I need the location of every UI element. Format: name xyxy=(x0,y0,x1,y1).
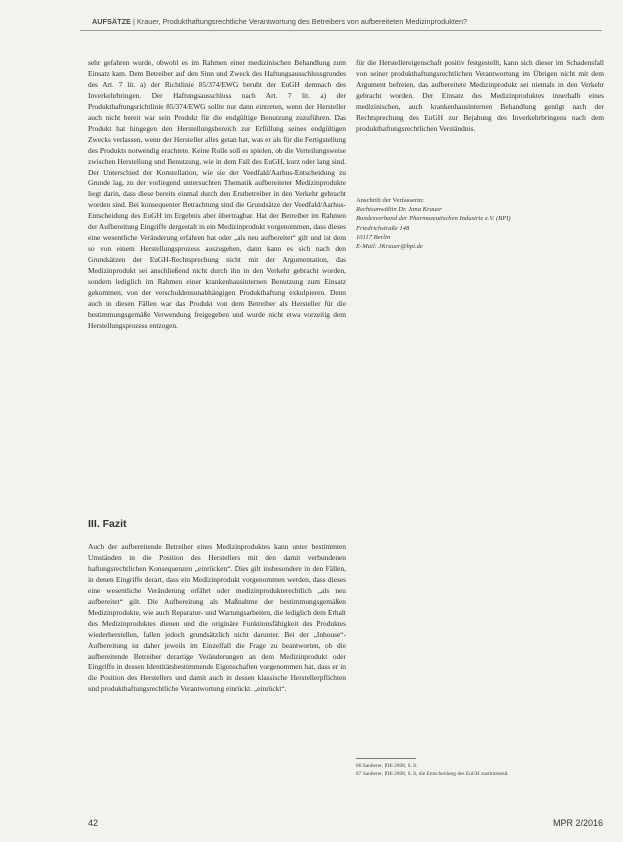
running-header-text xyxy=(92,17,467,26)
page-number: 42 xyxy=(88,818,99,828)
author-name: Rechtsanwältin Dr. Jana Krauer xyxy=(356,206,442,214)
right-column xyxy=(356,58,604,135)
footnote-87: 87 Sauberer, PHi 2008, S. 8, die Entscheidung des EuGH zustimmend. xyxy=(356,771,509,777)
header-rule xyxy=(80,30,602,31)
left-column-paragraph: sehr gefahren wurde, obwohl es im Rahmen einer medizinischen Behandlung zum Einsatz kam. Dem Betreiber auf den Sinn und Zweck des Haftungsausschlussgrundes des Art. 7 lit. a) der Richtlinie 85/374/EWG beruht der EuGH demnach des Inverkehrbringen. Der Haftungsausschluss nach Art. 7 lit. a) der Produkthaftungsrichtlinie 85/374/EWG sollte nur dann eintreten, wenn der Hersteller auch nicht bereit war sein Produkt für die endgültige Benutzung zuzuführen. Das Produkt hat hingegen den Herstellungsbereich zur Erfüllung seines endgültigen Zwecks verlassen, wenn der Hersteller alles getan hat, was er als für die Fertigstellung des Produkts notwendig erachtete. Keine Rolle soll es spielen, ob die Verteilungsweise zwischen Herstellung und Benutzung, wie in dem Fall des EuGH, kurz oder lang sind. Der Unterschied der Konstellation, wie sie der Veedfald/Aarhus-Entscheidung zu Grunde lag, zu der vorliegend untersuchten Thematik aufbereiteter Medizinprodukte liegt darin, dass diese bereits einmal durch den Erstbetreiber in den Verkehr gebracht worden sind. Bei konsequenter Betrachtung sind die Grundsätze der Veedfald/Aarhus-Entscheidung des EuGH im Ergebnis aber übertragbar. Hat der Betreiber im Rahmen der Aufbereitung Eingriffe dergestalt in ein Medizinprodukt vorgenommen, dass dieses eine wesentliche Veränderung erfahren hat oder „als neu aufbereitet“ gilt und ist dem so von einem Herstellungsprozess auszugehen, dann kann es sich nach den Grundsätzen der EuGH-Rechtsprechung nicht mit der Argumentation, das Medizinprodukt sei anschließend nicht durch ihn in den Verkehr gebracht worden, sondern lediglich im Rahmen einer krankenhausinternen Benutzung zum Einsatz gekommen, von der verschuldensunabhängigen Produkthaftung exkulpieren. Denn auch in diesen Fällen war das Produkt von dem Betreiber als Hersteller für die bestimmungsgemäße Verwendung freigegeben und wurde nicht etwa vorzeitig dem Herstellungsprozess entzogen. xyxy=(88,58,346,330)
section-heading-fazit: III. Fazit xyxy=(88,518,127,530)
address-heading: Anschrift der Verfasserin: xyxy=(356,197,424,204)
footnote-86: 86 Sauberer, PHi 2008, S. 8. xyxy=(356,763,418,769)
author-email: E-Mail: JKrauer@bpi.de xyxy=(356,243,423,251)
footnote-rule xyxy=(356,758,416,759)
journal-reference: MPR 2/2016 xyxy=(552,818,603,828)
right-column-paragraph: für die Herstellereigenschaft positiv festgestellt, kann sich dieser im Schadensfall von seiner produkthaftungsrechtlichen Verantwortung im Übrigen nicht mit dem Argument befreien, das aufbereitete Medizinprodukt sei niemals in den Verkehr gebracht worden. Der Einsatz des Medizinproduktes innerhalb eines medizinischen, auch krankenhausinternen Behandlung genügt nach der Rechtsprechung des EuGH zur Bejahung des Inverkehrbringens nach dem produkthaftungsrechtlichen Verständnis. xyxy=(356,58,604,133)
author-city: 10117 Berlin xyxy=(356,233,391,241)
header-separator: | xyxy=(132,17,135,26)
author-street: Friedrichstraße 148 xyxy=(356,224,410,232)
fazit-paragraph: Auch der aufbereitende Betreiber eines Medizinproduktes kann unter bestimmten Umständen in die Position des Herstellers mit den damit verbundenen haftungsrechtlichen Konsequenzen „einrücken“. Dies gilt insbesondere in den Fällen, in denen Eingriffe derart, dass ein Medizinprodukt vorgenommen werden, dass dieses eine wesentliche Veränderung erfährt oder medizinprodukterechtlich „als neu aufbereitet“ gilt. Die Aufbereitung als Maßnahme der bestimmungsgemäßen Medizinprodukte, wie auch Reparatur- und Wartungsarbeiten, die lediglich dem Erhalt des Medizinproduktes dienen und die originäre Funktionsfähigkeit des Produktes wiederherstellen, fallen jedoch grundsätzlich nicht darunter. Bei der „Inhouse“-Aufbereitung ist daher jeweils im Einzelfall die Frage zu beantworten, ob die aufbereitende Betreiber derartige Veränderungen an dem Medizinprodukt oder Eingriffe in dessen Identitätsbestimmende Eigenschaften vorgenommen hat, dass er in die Position des Herstellers und damit auch in dessen klassische Herstellerpflichten und produkthaftungsrechtliche Verantwortung einrückt. „einrückt“. xyxy=(88,542,346,694)
header-title: Krauer, Produkthaftungsrechtliche Verantwortung des Betreibers von aufbereiteten Medizinprodukten? xyxy=(136,17,468,26)
footnotes xyxy=(356,762,604,778)
author-address xyxy=(356,196,604,251)
header-section: AUFSÄTZE xyxy=(92,17,131,26)
author-organization: Bundesverband der Pharmazeutischen Industrie e.V. (BPI) xyxy=(356,215,511,223)
left-column xyxy=(88,58,346,332)
fazit-column xyxy=(88,542,346,695)
